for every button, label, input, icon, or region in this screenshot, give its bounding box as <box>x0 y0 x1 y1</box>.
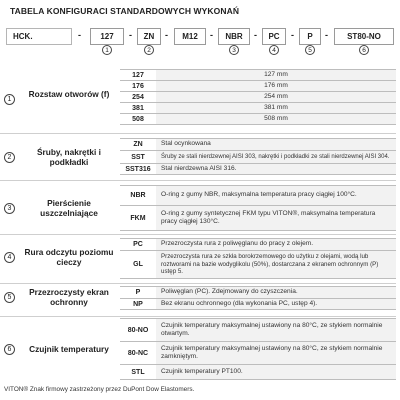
row-description: 254 mm <box>156 92 396 102</box>
table-row <box>120 113 396 125</box>
row-description: Śruby ze stali nierdzewnej AISI 303, nakrętki i podkładki ze stali nierdzewnej AISI 304. <box>156 151 396 163</box>
table-row <box>120 205 396 231</box>
code-segment: PC <box>262 28 286 45</box>
code-segment-number: 2 <box>144 45 154 55</box>
row-code: 127 <box>120 70 156 80</box>
row-description: Stal ocynkowana <box>156 139 396 150</box>
code-prefix: HCK. <box>6 28 72 45</box>
code-separator: - <box>78 30 81 40</box>
section-number: 1 <box>4 94 15 105</box>
row-code: NBR <box>120 186 156 205</box>
row-code: FKM <box>120 206 156 230</box>
section-label: Przezroczysty ekran ochronny <box>29 287 109 307</box>
table-row <box>120 341 396 364</box>
row-description: Przezroczysta rura z poliwęglanu do pracy z olejem. <box>156 239 396 250</box>
section-divider <box>0 283 396 284</box>
table-row <box>120 298 396 310</box>
section-label: Pierścienie uszczelniające <box>40 198 98 218</box>
code-separator: - <box>291 30 294 40</box>
code-segment: ST80-NO <box>334 28 394 45</box>
code-separator: - <box>325 30 328 40</box>
row-code: P <box>120 287 156 298</box>
table-row <box>120 238 396 250</box>
table-row <box>120 286 396 298</box>
row-description: Czujnik temperatury maksymalnej ustawiony na 80°C, ze stykiem normalnie zamkniętym. <box>156 342 396 364</box>
row-code: 176 <box>120 81 156 91</box>
table-row <box>120 364 396 380</box>
table-row <box>120 80 396 91</box>
row-description: Poliwęglan (PC). Zdejmowany do czyszczenia. <box>156 287 396 298</box>
section-protective-screen <box>2 286 398 312</box>
row-code: SST316 <box>120 164 156 174</box>
section-divider <box>0 133 396 134</box>
section-seals <box>2 185 398 235</box>
row-code: ZN <box>120 139 156 150</box>
code-segment: NBR <box>218 28 250 45</box>
row-code: 80-NO <box>120 319 156 341</box>
row-code: 381 <box>120 103 156 113</box>
section-hole-spacing <box>2 69 398 147</box>
row-code: GL <box>120 251 156 278</box>
section-temperature-sensor <box>2 318 398 384</box>
row-description: O-ring z gumy syntetycznej FKM typu VITON®, maksymalna temperatura pracy ciągłej 130°C. <box>156 206 396 230</box>
page-title: TABELA KONFIGURACI STANDARDOWYCH WYKONAŃ <box>10 6 240 16</box>
code-segment: P <box>299 28 321 45</box>
section-number: 4 <box>4 252 15 263</box>
code-bar <box>6 28 394 56</box>
code-separator: - <box>254 30 257 40</box>
section-divider <box>0 180 396 181</box>
code-segment: M12 <box>174 28 206 45</box>
section-label: Rura odczytu poziomu cieczy <box>24 247 114 267</box>
section-number: 5 <box>4 292 15 303</box>
section-label: Rozstaw otworów (f) <box>28 89 110 99</box>
table-row <box>120 250 396 279</box>
row-description: O-ring z gumy NBR, maksymalna temperatura pracy ciągłej 100°C. <box>156 186 396 205</box>
row-description: 176 mm <box>156 81 396 91</box>
section-level-tube <box>2 238 398 284</box>
code-separator: - <box>165 30 168 40</box>
code-segment-number: 6 <box>359 45 369 55</box>
code-segment-number: 1 <box>102 45 112 55</box>
row-code: NP <box>120 299 156 309</box>
table-row <box>120 69 396 80</box>
row-description: Czujnik temperatury PT100. <box>156 365 396 379</box>
row-description: Stal nierdzewna AISI 316. <box>156 164 396 174</box>
table-row <box>120 318 396 341</box>
table-row <box>120 163 396 175</box>
row-code: 508 <box>120 114 156 124</box>
row-code: 254 <box>120 92 156 102</box>
table-row <box>120 185 396 205</box>
section-divider <box>0 234 396 235</box>
code-segment: 127 <box>90 28 124 45</box>
row-description: Bez ekranu ochronnego (dla wykonania PC, ustęp 4). <box>156 299 396 309</box>
footnote: VITON® Znak firmowy zastrzeżony przez DuPont Dow Elastomers. <box>4 386 195 393</box>
row-code: 80-NC <box>120 342 156 364</box>
row-description: 508 mm <box>156 114 396 124</box>
table-row <box>120 150 396 163</box>
section-number: 6 <box>4 344 15 355</box>
row-description: Czujnik temperatury maksymalnej ustawiony na 80°C, ze stykiem normalnie otwartym. <box>156 319 396 341</box>
row-code: SST <box>120 151 156 163</box>
code-segment-number: 3 <box>229 45 239 55</box>
row-description: 381 mm <box>156 103 396 113</box>
section-divider <box>0 316 396 317</box>
section-number: 2 <box>4 152 15 163</box>
row-code: STL <box>120 365 156 379</box>
table-row <box>120 91 396 102</box>
code-segment-number: 5 <box>305 45 315 55</box>
row-description: Przezroczysta rura ze szkła borokrzemowego do użytku z olejami, wodą lub roztworami na bazie wodyglikolu (50%), dostarczana z ekranem ochronnym (P) ustęp 5. <box>156 251 396 278</box>
section-label: Śruby, nakrętki i podkładki <box>37 147 101 167</box>
row-code: PC <box>120 239 156 250</box>
section-label: Czujnik temperatury <box>29 344 109 354</box>
code-separator: - <box>210 30 213 40</box>
table-row <box>120 102 396 113</box>
code-segment-number: 4 <box>269 45 279 55</box>
section-number: 3 <box>4 203 15 214</box>
code-segment: ZN <box>137 28 161 45</box>
row-description: 127 mm <box>156 70 396 80</box>
code-separator: - <box>129 30 132 40</box>
section-fasteners <box>2 138 398 178</box>
table-row <box>120 138 396 150</box>
